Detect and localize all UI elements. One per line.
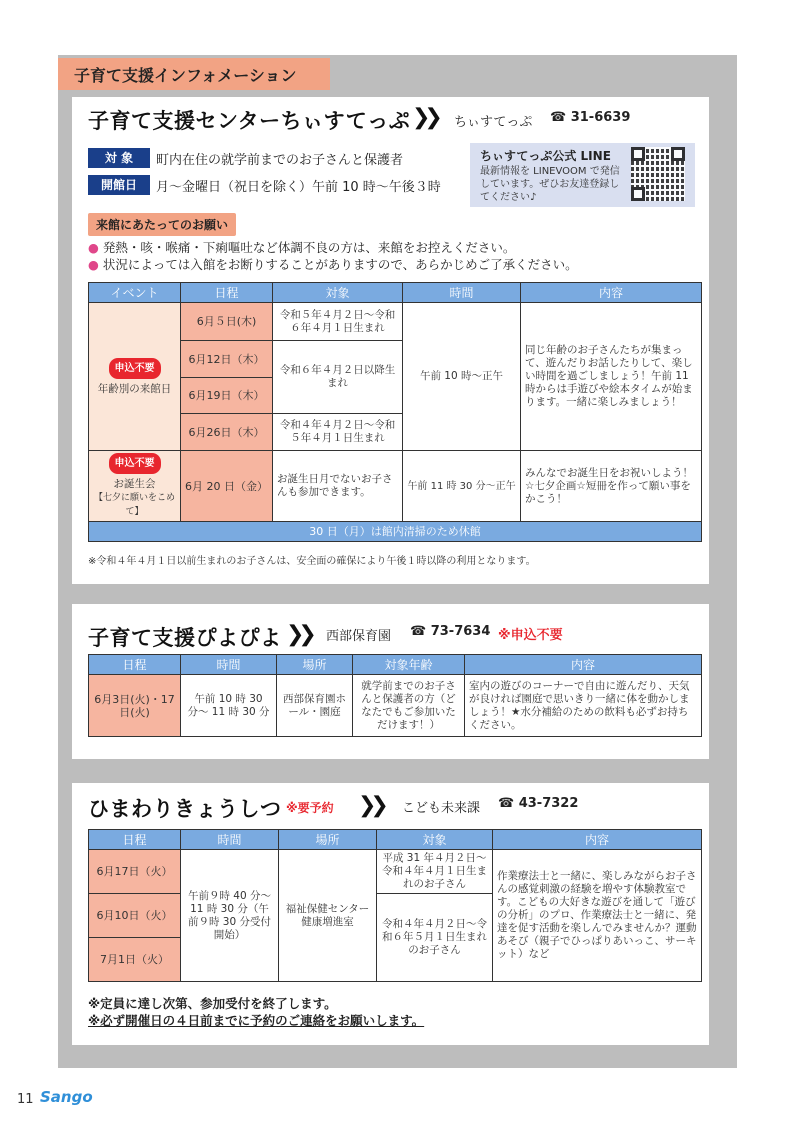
center-name: ちぃすてっぷ (454, 115, 533, 130)
center-card (72, 97, 709, 584)
line-title: ちぃすてっぷ公式 LINE (480, 149, 611, 163)
no-apply-badge: 申込不要 (109, 358, 161, 379)
target-cell: 令和４年４月２日〜令和６年５月１日生まれのお子さん (377, 894, 493, 982)
col-header: 時間 (181, 830, 279, 850)
age-cell: 就学前までのお子さんと保護者の方（どなたでもご参加いただけます！） (353, 675, 465, 737)
location-cell: 福祉保健センター健康増進室 (279, 850, 377, 982)
target-cell: 令和４年４月２日〜令和５年４月１日生まれ (273, 414, 403, 451)
col-header: 日程 (89, 655, 181, 675)
date-cell: 7月1日（火） (89, 938, 181, 982)
target-label: 対 象 (88, 148, 150, 168)
page-number: 11 (17, 1092, 34, 1107)
piyo-place: 西部保育園 (326, 629, 392, 644)
content-cell: 室内の遊びのコーナーで自由に遊んだり、天気が良ければ園庭で思いきり一緒に体を動かしましょう！★水分補給のための飲料も必ずお持ちください。 (465, 675, 702, 737)
closed-notice: 30 日（月）は館内清掃のため休館 (89, 522, 702, 542)
himawari-foot-1: ※定員に達し次第、参加受付を終了します。 (88, 996, 337, 1011)
col-header: 対象年齢 (353, 655, 465, 675)
line-box (470, 143, 695, 207)
center-title: 子育て支援センターちぃすてっぷ (88, 109, 411, 133)
col-header: 時間 (403, 283, 521, 303)
no-apply-badge: 申込不要 (109, 453, 161, 474)
event-cell (89, 303, 181, 451)
date-cell: 6月19日（木） (181, 378, 273, 414)
target-cell: 令和６年４月２日以降生まれ (273, 341, 403, 414)
line-body: 最新情報を LINEVOOM で発信しています。ぜひお友達登録してください♪ (480, 166, 620, 203)
content-cell: 作業療法士と一緒に、楽しみながらお子さんの感覚刺激の経験を増やす体験教室です。こどもの大好きな遊びを通して「遊びの分析」のプロ、作業療法士と一緒に、発達を促す活動を楽しんでみませんか？運動あそび（親子でひっぱりあいっこ、サーキット）など (493, 850, 702, 982)
piyo-title: 子育て支援ぴよぴよ (88, 626, 282, 650)
target-text: 町内在住の就学前までのお子さんと保護者 (156, 153, 404, 168)
time-cell: 午前 11 時 30 分〜正午 (403, 451, 521, 522)
col-header: 内容 (465, 655, 702, 675)
center-note: ※令和４年４月１日以前生まれのお子さんは、安全面の確保により午後１時以降の利用となります。 (88, 556, 536, 567)
date-cell: 6月５日(木) (181, 303, 273, 341)
col-header: 場所 (277, 655, 353, 675)
content-cell: 同じ年齢のお子さんたちが集まって、遊んだりお話したりして、楽しい時間を過ごしましょう！午前 11 時からは手遊びや絵本タイムが始まります。一緒に楽しみましょう！ (521, 303, 702, 451)
date-cell: 6月12日（木） (181, 341, 273, 378)
time-cell: 午前 10 時 30 分〜 11 時 30 分 (181, 675, 277, 737)
open-label: 開館日 (88, 175, 150, 195)
date-cell: 6月26日（木） (181, 414, 273, 451)
date-cell: 6月 20 日（金） (181, 451, 273, 522)
col-header: イベント (89, 283, 181, 303)
location-cell: 西部保育園ホール・園庭 (277, 675, 353, 737)
himawari-reserve: ※要予約 (286, 801, 334, 815)
bullet-1: 発熱・咳・喉痛・下痢嘔吐など体調不良の方は、来館をお控えください。 (102, 240, 516, 255)
col-header: 内容 (493, 830, 702, 850)
chevron-icon: ❯❯ (358, 793, 383, 818)
request-item: ● 状況によっては入館をお断りすることがありますので、あらかじめご了承ください。 (88, 257, 578, 272)
bullet-2: 状況によっては入館をお断りすることがありますので、あらかじめご了承ください。 (102, 257, 578, 272)
center-tel: ☎ 31-6639 (550, 110, 631, 125)
piyo-card (72, 604, 709, 759)
col-header: 場所 (279, 830, 377, 850)
request-label (88, 213, 236, 236)
request-label-text: 来館にあたってのお願い (96, 218, 229, 232)
himawari-tel: ☎ 43-7322 (498, 796, 579, 811)
piyo-table (88, 654, 702, 737)
request-item: ● 発熱・咳・喉痛・下痢嘔吐など体調不良の方は、来館をお控えください。 (88, 240, 516, 255)
target-cell: 平成 31 年４月２日〜令和４年４月１日生まれのお子さん (377, 850, 493, 894)
piyo-tel: ☎ 73-7634 (410, 624, 491, 639)
col-header: 時間 (181, 655, 277, 675)
col-header: 内容 (521, 283, 702, 303)
event-cell (89, 451, 181, 522)
himawari-dept: こども未来課 (402, 801, 481, 816)
himawari-title: ひまわりきょうしつ (88, 797, 282, 821)
piyo-no-apply: ※申込不要 (498, 628, 563, 643)
open-text: 月〜金曜日（祝日を除く）午前 10 時〜午後３時 (156, 180, 441, 195)
himawari-table (88, 829, 702, 982)
target-cell: 令和５年４月２日〜令和６年４月１日生まれ (273, 303, 403, 341)
sango-logo: Sango (40, 1088, 93, 1106)
date-cell: 6月3日(火)・17日(火) (89, 675, 181, 737)
qr-code-icon[interactable] (631, 147, 685, 201)
section-tab (58, 58, 330, 90)
col-header: 日程 (181, 283, 273, 303)
col-header: 対象 (273, 283, 403, 303)
chevron-icon: ❯❯ (412, 105, 437, 130)
section-title: 子育て支援インフォメーション (74, 66, 297, 85)
event-name: お誕生会 (113, 478, 156, 490)
date-cell: 6月17日（火） (89, 850, 181, 894)
himawari-foot-2: ※必ず開催日の４日前までに予約のご連絡をお願いします。 (88, 1013, 425, 1028)
center-table (88, 282, 702, 542)
time-cell: 午前９時 40 分〜 11 時 30 分（午前９時 30 分受付開始） (181, 850, 279, 982)
target-cell: お誕生日月でないお子さんも参加できます。 (273, 451, 403, 522)
content-cell: みんなでお誕生日をお祝いしよう！☆七夕企画☆短冊を作って願い事をかこう！ (521, 451, 702, 522)
himawari-card (72, 783, 709, 1045)
date-cell: 6月10日（火） (89, 894, 181, 938)
chevron-icon: ❯❯ (286, 622, 311, 647)
col-header: 日程 (89, 830, 181, 850)
event-sub: 【七夕に願いをこめて】 (93, 493, 175, 517)
event-name: 年齢別の来館日 (97, 382, 172, 395)
col-header: 対象 (377, 830, 493, 850)
request-list (88, 239, 578, 273)
time-cell: 午前 10 時〜正午 (403, 303, 521, 451)
